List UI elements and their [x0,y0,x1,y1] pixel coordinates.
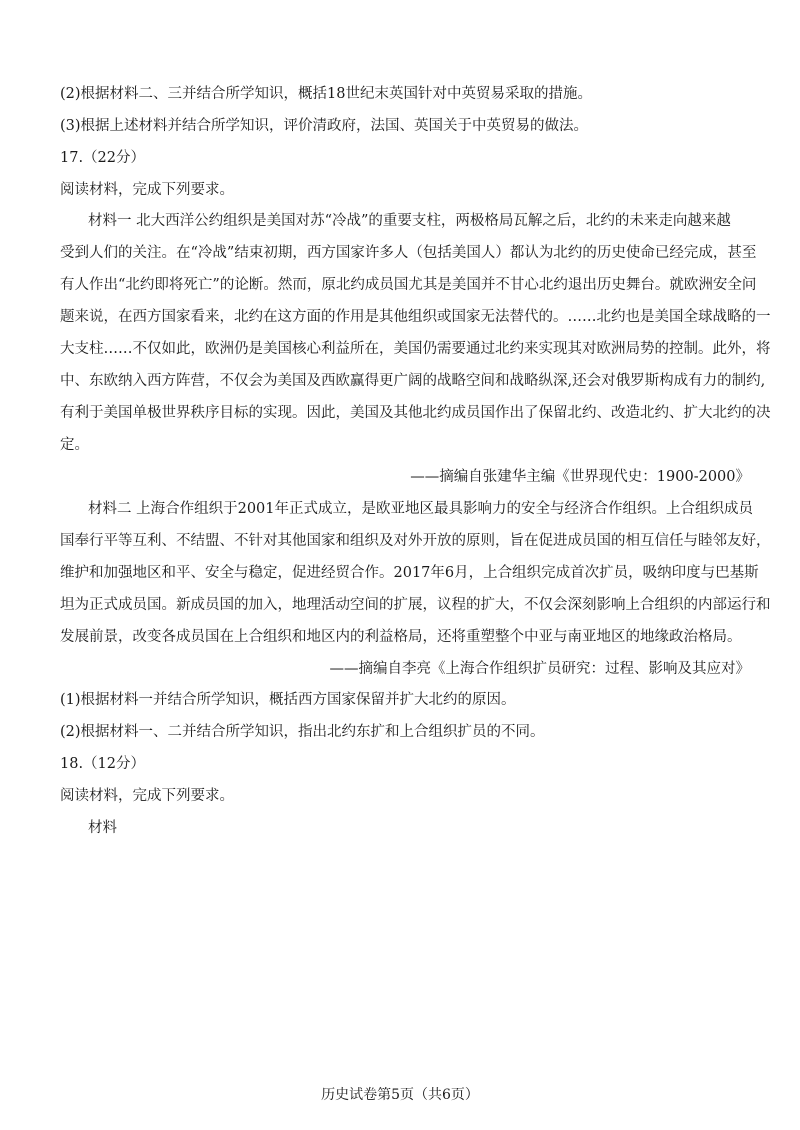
q17-material2-line: 坦为正式成员国。新成员国的加入，地理活动空间的扩展，议程的扩大，不仅会深刻影响上合组织的内部运行和 [60,597,771,613]
q18-instruction: 阅读材料，完成下列要求。 [60,788,234,804]
q18-material-label: 材料 [88,820,117,836]
q17-material1-line: 题来说，在西方国家看来，北约在这方面的作用是其他组织或国家无法替代的。……北约也是美国全球战略的一 [60,309,771,325]
q17-header: 17.（22分） [60,150,146,166]
q17-instruction: 阅读材料，完成下列要求。 [60,182,234,198]
q17-material1-line: 定。 [60,437,89,453]
q17-question-2: (2)根据材料一、二并结合所学知识，指出北约东扩和上合组织扩员的不同。 [60,724,545,740]
q17-material1-line: 大支柱……不仅如此，欧洲仍是美国核心利益所在，美国仍需要通过北约来实现其对欧洲局势的控制。此外，将 [60,341,771,357]
q17-question-1: (1)根据材料一并结合所学知识，概括西方国家保留并扩大北约的原因。 [60,692,516,708]
q17-material1-line: 材料一 北大西洋公约组织是美国对苏“冷战”的重要支柱，两极格局瓦解之后，北约的未来走向越来越 [88,213,731,229]
page-footer: 历史试卷第5页（共6页） [321,1087,479,1103]
q17-material1-line: 中、东欧纳入西方阵营，不仅会为美国及西欧赢得更广阔的战略空间和战略纵深,还会对俄罗斯构成有力的制约, [60,373,766,389]
q16-item-2: (2)根据材料二、三并结合所学知识，概括18世纪末英国针对中英贸易采取的措施。 [60,86,592,102]
q16-item-3: (3)根据上述材料并结合所学知识，评价清政府，法国、英国关于中英贸易的做法。 [60,118,589,134]
q17-material2-line: 国奉行平等互利、不结盟、不针对其他国家和组织及对外开放的原则，旨在促进成员国的相互信任与睦邻友好， [60,533,771,549]
q18-header: 18.（12分） [60,756,146,772]
q17-material2-line: 发展前景，改变各成员国在上合组织和地区内的利益格局，还将重塑整个中亚与南亚地区的地缘政治格局。 [60,629,742,645]
q17-material1-line: 有利于美国单极世界秩序目标的实现。因此，美国及其他北约成员国作出了保留北约、改造北约、扩大北约的决 [60,405,771,421]
q17-material1-line: 有人作出“北约即将死亡”的论断。然而，原北约成员国尤其是美国并不甘心北约退出历史舞台。就欧洲安全问 [60,277,757,293]
q17-material1-source: ——摘编自张建华主编《世界现代史：1900-2000》 [410,469,750,485]
q17-material2-line: 维护和加强地区和平、安全与稳定，促进经贸合作。2017年6月，上合组织完成首次扩员，吸纳印度与巴基斯 [60,565,759,581]
q17-material2-line: 材料二 上海合作组织于2001年正式成立，是欧亚地区最具影响力的安全与经济合作组织。上合组织成员 [88,501,754,517]
q17-material1-line: 受到人们的关注。在“冷战”结束初期，西方国家许多人（包括美国人）都认为北约的历史使命已经完成，甚至 [60,245,757,261]
q17-material2-source: ——摘编自李亮《上海合作组织扩员研究：过程、影响及其应对》 [329,661,750,677]
